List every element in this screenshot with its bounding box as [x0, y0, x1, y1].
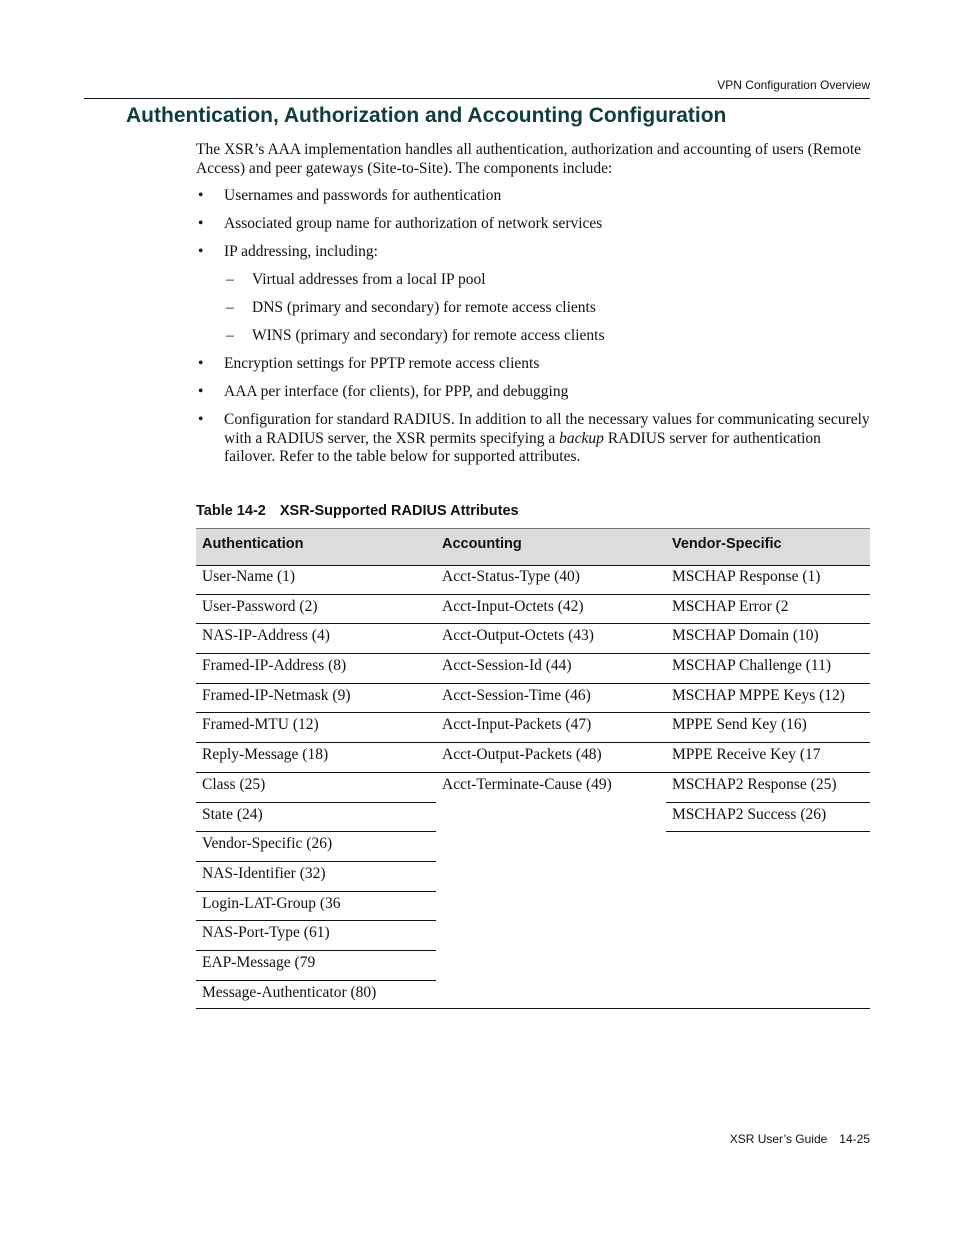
table-cell: Acct-Input-Packets (47) [436, 713, 666, 743]
table-cell: Acct-Status-Type (40) [436, 565, 666, 595]
table-cell: Vendor-Specific (26) [196, 832, 436, 862]
table-cell: NAS-Identifier (32) [196, 862, 436, 892]
table-cell: EAP-Message (79 [196, 951, 436, 981]
table-cell: Reply-Message (18) [196, 743, 436, 773]
list-item [196, 215, 872, 234]
ip-addressing-sublist [224, 271, 872, 346]
list-item [196, 243, 872, 346]
footer-guide-title: XSR User’s Guide [729, 1132, 828, 1146]
table-cell: Login-LAT-Group (36 [196, 892, 436, 922]
table-caption-number: Table 14-2 [196, 503, 266, 519]
radius-text-before: Configuration for standard RADIUS. In addition to all the necessary values for communicating securely with a RADIUS server, the XSR permits specifying a [224, 411, 870, 447]
accounting-column [436, 565, 666, 803]
table-cell: Acct-Session-Time (46) [436, 684, 666, 714]
header-rule [84, 98, 870, 99]
running-head: VPN Configuration Overview [717, 78, 870, 92]
table-cell: MSCHAP Response (1) [666, 565, 870, 595]
table-cell: MSCHAP Error (2 [666, 595, 870, 625]
list-item-text: IP addressing, including: [224, 243, 378, 260]
bullet-marker: • [198, 243, 204, 260]
page-number: 14-25 [839, 1132, 870, 1146]
header-accounting: Accounting [442, 536, 522, 552]
table-cell: NAS-IP-Address (4) [196, 624, 436, 654]
sub-list-item [224, 271, 872, 290]
table-cell: MPPE Receive Key (17 [666, 743, 870, 773]
table-cell: MSCHAP MPPE Keys (12) [666, 684, 870, 714]
list-item [196, 383, 872, 402]
bullet-marker: • [198, 383, 204, 400]
dash-marker: – [226, 271, 234, 288]
sub-list-item [224, 299, 872, 318]
intro-paragraph: The XSR’s AAA implementation handles all authentication, authorization and accounting of users (Remote Access) and peer gateways (Site-to-Site). The components include: [196, 141, 862, 177]
bullet-marker: • [198, 355, 204, 372]
list-item-radius [196, 411, 872, 467]
list-item-text: Encryption settings for PPTP remote access clients [224, 355, 540, 372]
bullet-marker: • [198, 215, 204, 232]
list-item-text: AAA per interface (for clients), for PPP, and debugging [224, 383, 569, 400]
table-cell: Acct-Terminate-Cause (49) [442, 775, 612, 793]
bullet-marker: • [198, 187, 204, 204]
page-title: Authentication, Authorization and Accounting Configuration [126, 104, 727, 127]
list-item [196, 187, 872, 206]
sub-list-item-text: WINS (primary and secondary) for remote access clients [252, 327, 605, 344]
table-cell: Acct-Input-Octets (42) [436, 595, 666, 625]
component-list [196, 187, 872, 476]
table-header-row [196, 528, 870, 566]
table-cell: Message-Authenticator (80) [202, 983, 377, 1001]
table-cell: Acct-Output-Octets (43) [436, 624, 666, 654]
sub-list-item [224, 327, 872, 346]
table-cell: MSCHAP2 Success (26) [666, 803, 870, 833]
sub-list-item-text: DNS (primary and secondary) for remote access clients [252, 299, 596, 316]
table-cell: MPPE Send Key (16) [666, 713, 870, 743]
dash-marker: – [226, 327, 234, 344]
table-cell: Acct-Output-Packets (48) [436, 743, 666, 773]
radius-text-after: RADIUS server for authentication failover. Refer to the table below for supported attributes. [224, 429, 821, 465]
table-bottom-rule [196, 1008, 870, 1009]
table-cell: User-Password (2) [196, 595, 436, 625]
vendor-specific-column [666, 565, 870, 832]
table-cell: Framed-IP-Address (8) [196, 654, 436, 684]
sub-list-item-text: Virtual addresses from a local IP pool [252, 271, 486, 288]
table-cell: User-Name (1) [196, 565, 436, 595]
authentication-column [196, 565, 436, 1010]
list-item-text: Associated group name for authorization of network services [224, 215, 603, 232]
page-footer [730, 1132, 870, 1146]
list-item [196, 355, 872, 374]
table-cell: MSCHAP Challenge (11) [666, 654, 870, 684]
header-authentication: Authentication [202, 536, 304, 552]
table-cell: NAS-Port-Type (61) [196, 921, 436, 951]
radius-attributes-table [196, 528, 870, 1001]
bullet-marker: • [198, 411, 204, 428]
table-cell: State (24) [196, 803, 436, 833]
list-item-text: Usernames and passwords for authentication [224, 187, 502, 204]
table-cell: Framed-IP-Netmask (9) [196, 684, 436, 714]
radius-text-emphasis: backup [559, 429, 604, 447]
table-cell: Class (25) [196, 773, 436, 803]
table-cell: MSCHAP Domain (10) [666, 624, 870, 654]
table-caption [196, 503, 519, 519]
header-vendor-specific: Vendor-Specific [672, 536, 782, 552]
dash-marker: – [226, 299, 234, 316]
table-cell: Acct-Session-Id (44) [436, 654, 666, 684]
table-cell: Framed-MTU (12) [196, 713, 436, 743]
table-caption-title: XSR-Supported RADIUS Attributes [279, 503, 519, 519]
table-cell: MSCHAP2 Response (25) [666, 773, 870, 803]
